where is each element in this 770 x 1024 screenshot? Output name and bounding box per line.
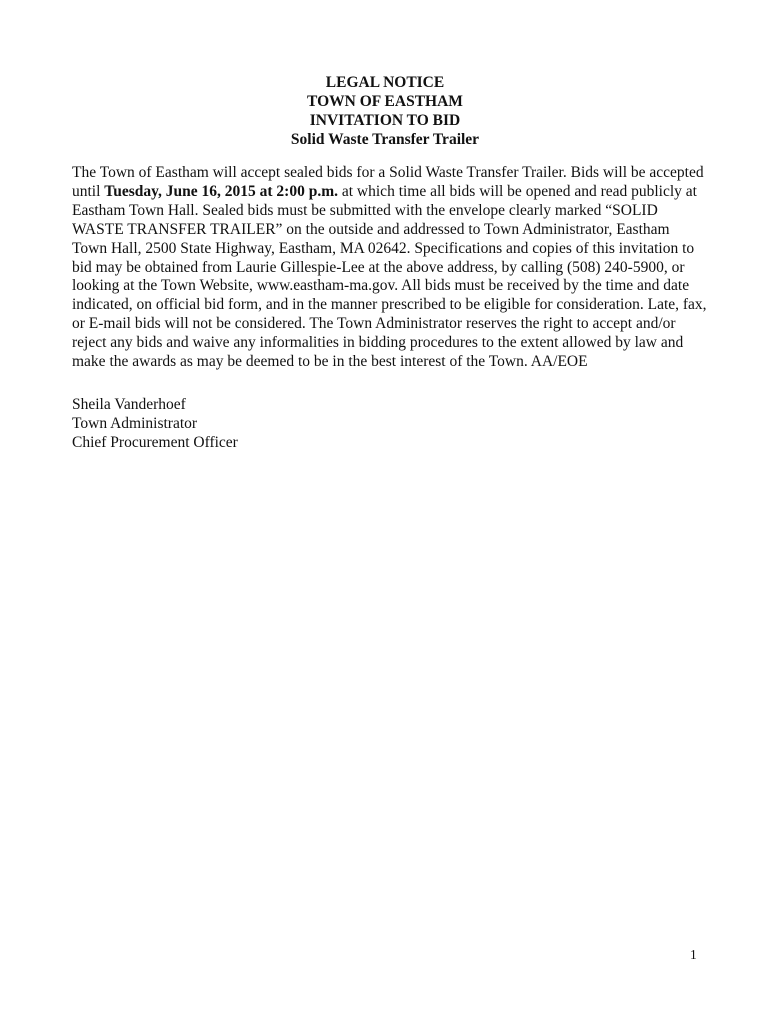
body-line-2 <box>72 183 702 202</box>
body-line-6: bid may be obtained from Laurie Gillespie-Lee at the above address, by calling (508) 240-5900, or <box>72 258 685 276</box>
heading-town: TOWN OF EASTHAM <box>307 93 463 110</box>
signatory-title: Town Administrator <box>72 414 198 432</box>
signatory-role: Chief Procurement Officer <box>72 433 238 451</box>
body-line-2-pre: until <box>72 182 105 200</box>
body-line-10: reject any bids and waive any informalities in bidding procedures to the extent allowed by law and <box>72 334 684 352</box>
notice-body <box>72 164 707 372</box>
heading-invitation: INVITATION TO BID <box>309 112 461 129</box>
body-line-4: WASTE TRANSFER TRAILER” on the outside and addressed to Town Administrator, Eastham <box>72 220 670 238</box>
bid-deadline: Tuesday, June 16, 2015 at 2:00 p.m. <box>104 182 338 200</box>
body-line-8: indicated, on official bid form, and in the manner prescribed to be eligible for consideration. Late, fax, <box>72 296 707 314</box>
body-line-7: looking at the Town Website, www.eastham-ma.gov. All bids must be received by the time and date <box>72 277 690 295</box>
body-line-9: or E-mail bids will not be considered. The Town Administrator reserves the right to accept and/or <box>72 315 676 333</box>
signature-block <box>72 396 238 453</box>
heading-legal-notice: LEGAL NOTICE <box>325 74 445 91</box>
page-number: 1 <box>690 947 697 962</box>
body-line-1: The Town of Eastham will accept sealed bids for a Solid Waste Transfer Trailer. Bids will be accepted <box>72 164 704 181</box>
body-line-2-post: at which time all bids will be opened and read publicly at <box>338 182 697 200</box>
body-line-5: Town Hall, 2500 State Highway, Eastham, MA 02642. Specifications and copies of this invitation to <box>72 239 695 257</box>
body-line-11: make the awards as may be deemed to be in the best interest of the Town. AA/EOE <box>72 353 588 371</box>
notice-heading <box>0 73 770 149</box>
body-line-3: Eastham Town Hall. Sealed bids must be submitted with the envelope clearly marked “SOLID <box>72 201 658 219</box>
signatory-name: Sheila Vanderhoef <box>72 396 186 413</box>
heading-subject: Solid Waste Transfer Trailer <box>290 131 480 148</box>
